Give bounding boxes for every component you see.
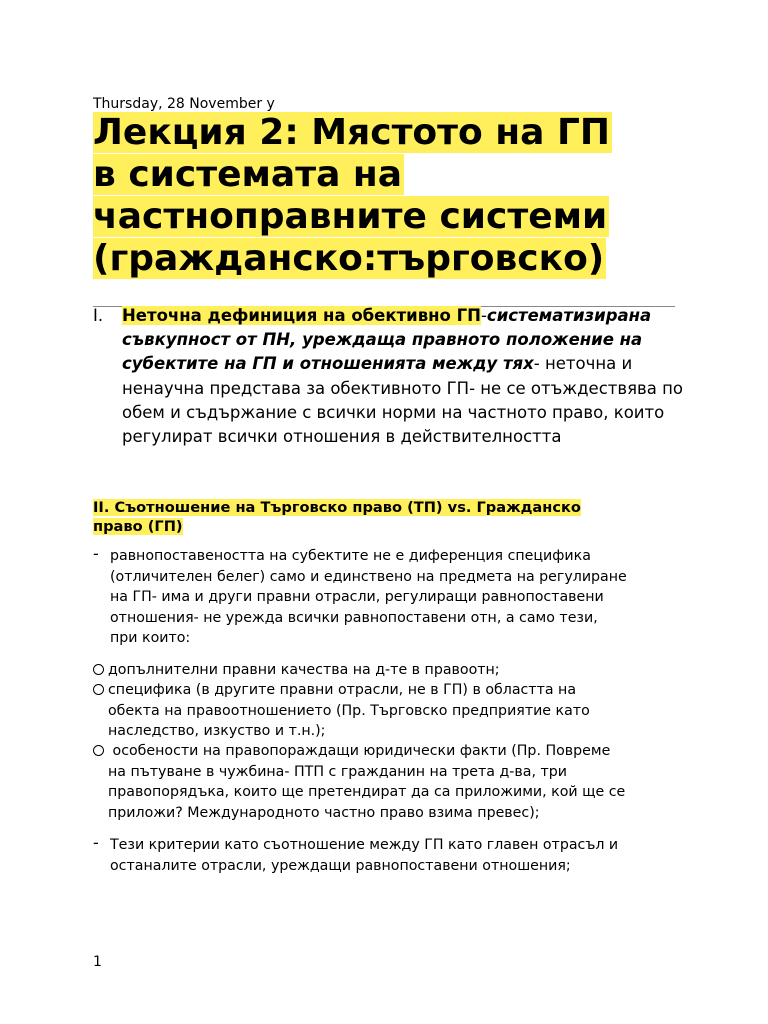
circle-bullet-icon [93, 745, 104, 756]
page-number: 1 [93, 954, 102, 970]
list-item-circle-3 [93, 741, 683, 823]
section-1-number: I. [93, 306, 104, 325]
text-line: на ГП- има и други правни отрасли, регулиращи равнопоставени [110, 589, 604, 606]
text-line: специфика (в другите правни отрасли, не в ГП) в областта на [108, 682, 577, 698]
text-line: Тези критерии като съотношение между ГП като главен отрасъл и [110, 837, 619, 853]
dash-marker: - [93, 544, 99, 563]
text-line: допълнителни правни качества на д-те в правоотн; [108, 662, 500, 678]
title-line-4: (гражданско:търговско) [93, 238, 605, 279]
section-1-heading: Неточна дефиниция на обективно ГП [122, 306, 481, 325]
section-1-body [122, 304, 683, 449]
list-item-dash-1 [93, 546, 683, 649]
text-line: наследство, изкуство и т.н.); [108, 723, 326, 740]
title-line-3: частноправните системи [93, 196, 608, 237]
text-line: равнопоставеността на субектите не е диференция специфика [110, 548, 591, 564]
title-line-1: Лекция 2: Мястото на ГП [93, 112, 611, 153]
section-1-rest: - неточна и ненаучна представа за обективното ГП- не се отъждествява по обем и съдържание с всички норми на частното право, които регулират всички отношения в действителността [122, 354, 684, 447]
text-line: особености на правопораждащи юридически факти (Пр. Повреме [108, 743, 611, 759]
section-2-heading [93, 498, 663, 536]
section-2-heading-line-2: право (ГП) [93, 518, 183, 535]
list-item-dash-2 [93, 835, 683, 876]
text-line: обекта на правоотношението (Пр. Търговско предприятие като [108, 702, 590, 719]
circle-bullet-icon [93, 684, 104, 695]
section-2-heading-line-1: II. Съотношение на Търговско право (ТП) vs. Гражданско [93, 499, 581, 516]
text-line: на пътуване в чужбина- ПТП с гражданин на трета д-ва, три [108, 763, 567, 780]
text-line: останалите отрасли, уреждащи равнопоставени отношения; [110, 857, 571, 874]
section-1-dash: - [480, 306, 487, 325]
text-line: (отличителен белег) само и единствено на предмета на регулиране [110, 568, 627, 585]
circle-bullet-icon [93, 664, 104, 675]
text-line: отношения- не урежда всички равнопоставени отн, а само тези, [110, 609, 598, 626]
lecture-title [93, 112, 693, 280]
list-item-circle-2 [93, 680, 683, 742]
text-line: правопорядъка, които ще претендират да са приложими, кой ще се [108, 784, 626, 801]
dash-marker: - [93, 833, 99, 852]
section-1 [93, 304, 683, 449]
list-item-circle-1 [93, 660, 683, 681]
text-line: приложи? Международното частно право взима превес); [108, 804, 540, 821]
section-1-definition: систематизирана съвкупност от ПН, уреждаща правното положение на субектите на ГП и отношенията между тях [122, 306, 652, 374]
text-line: при които: [110, 630, 191, 647]
date-line: Thursday, 28 November y [93, 96, 275, 112]
title-line-2: в системата на [93, 154, 403, 195]
